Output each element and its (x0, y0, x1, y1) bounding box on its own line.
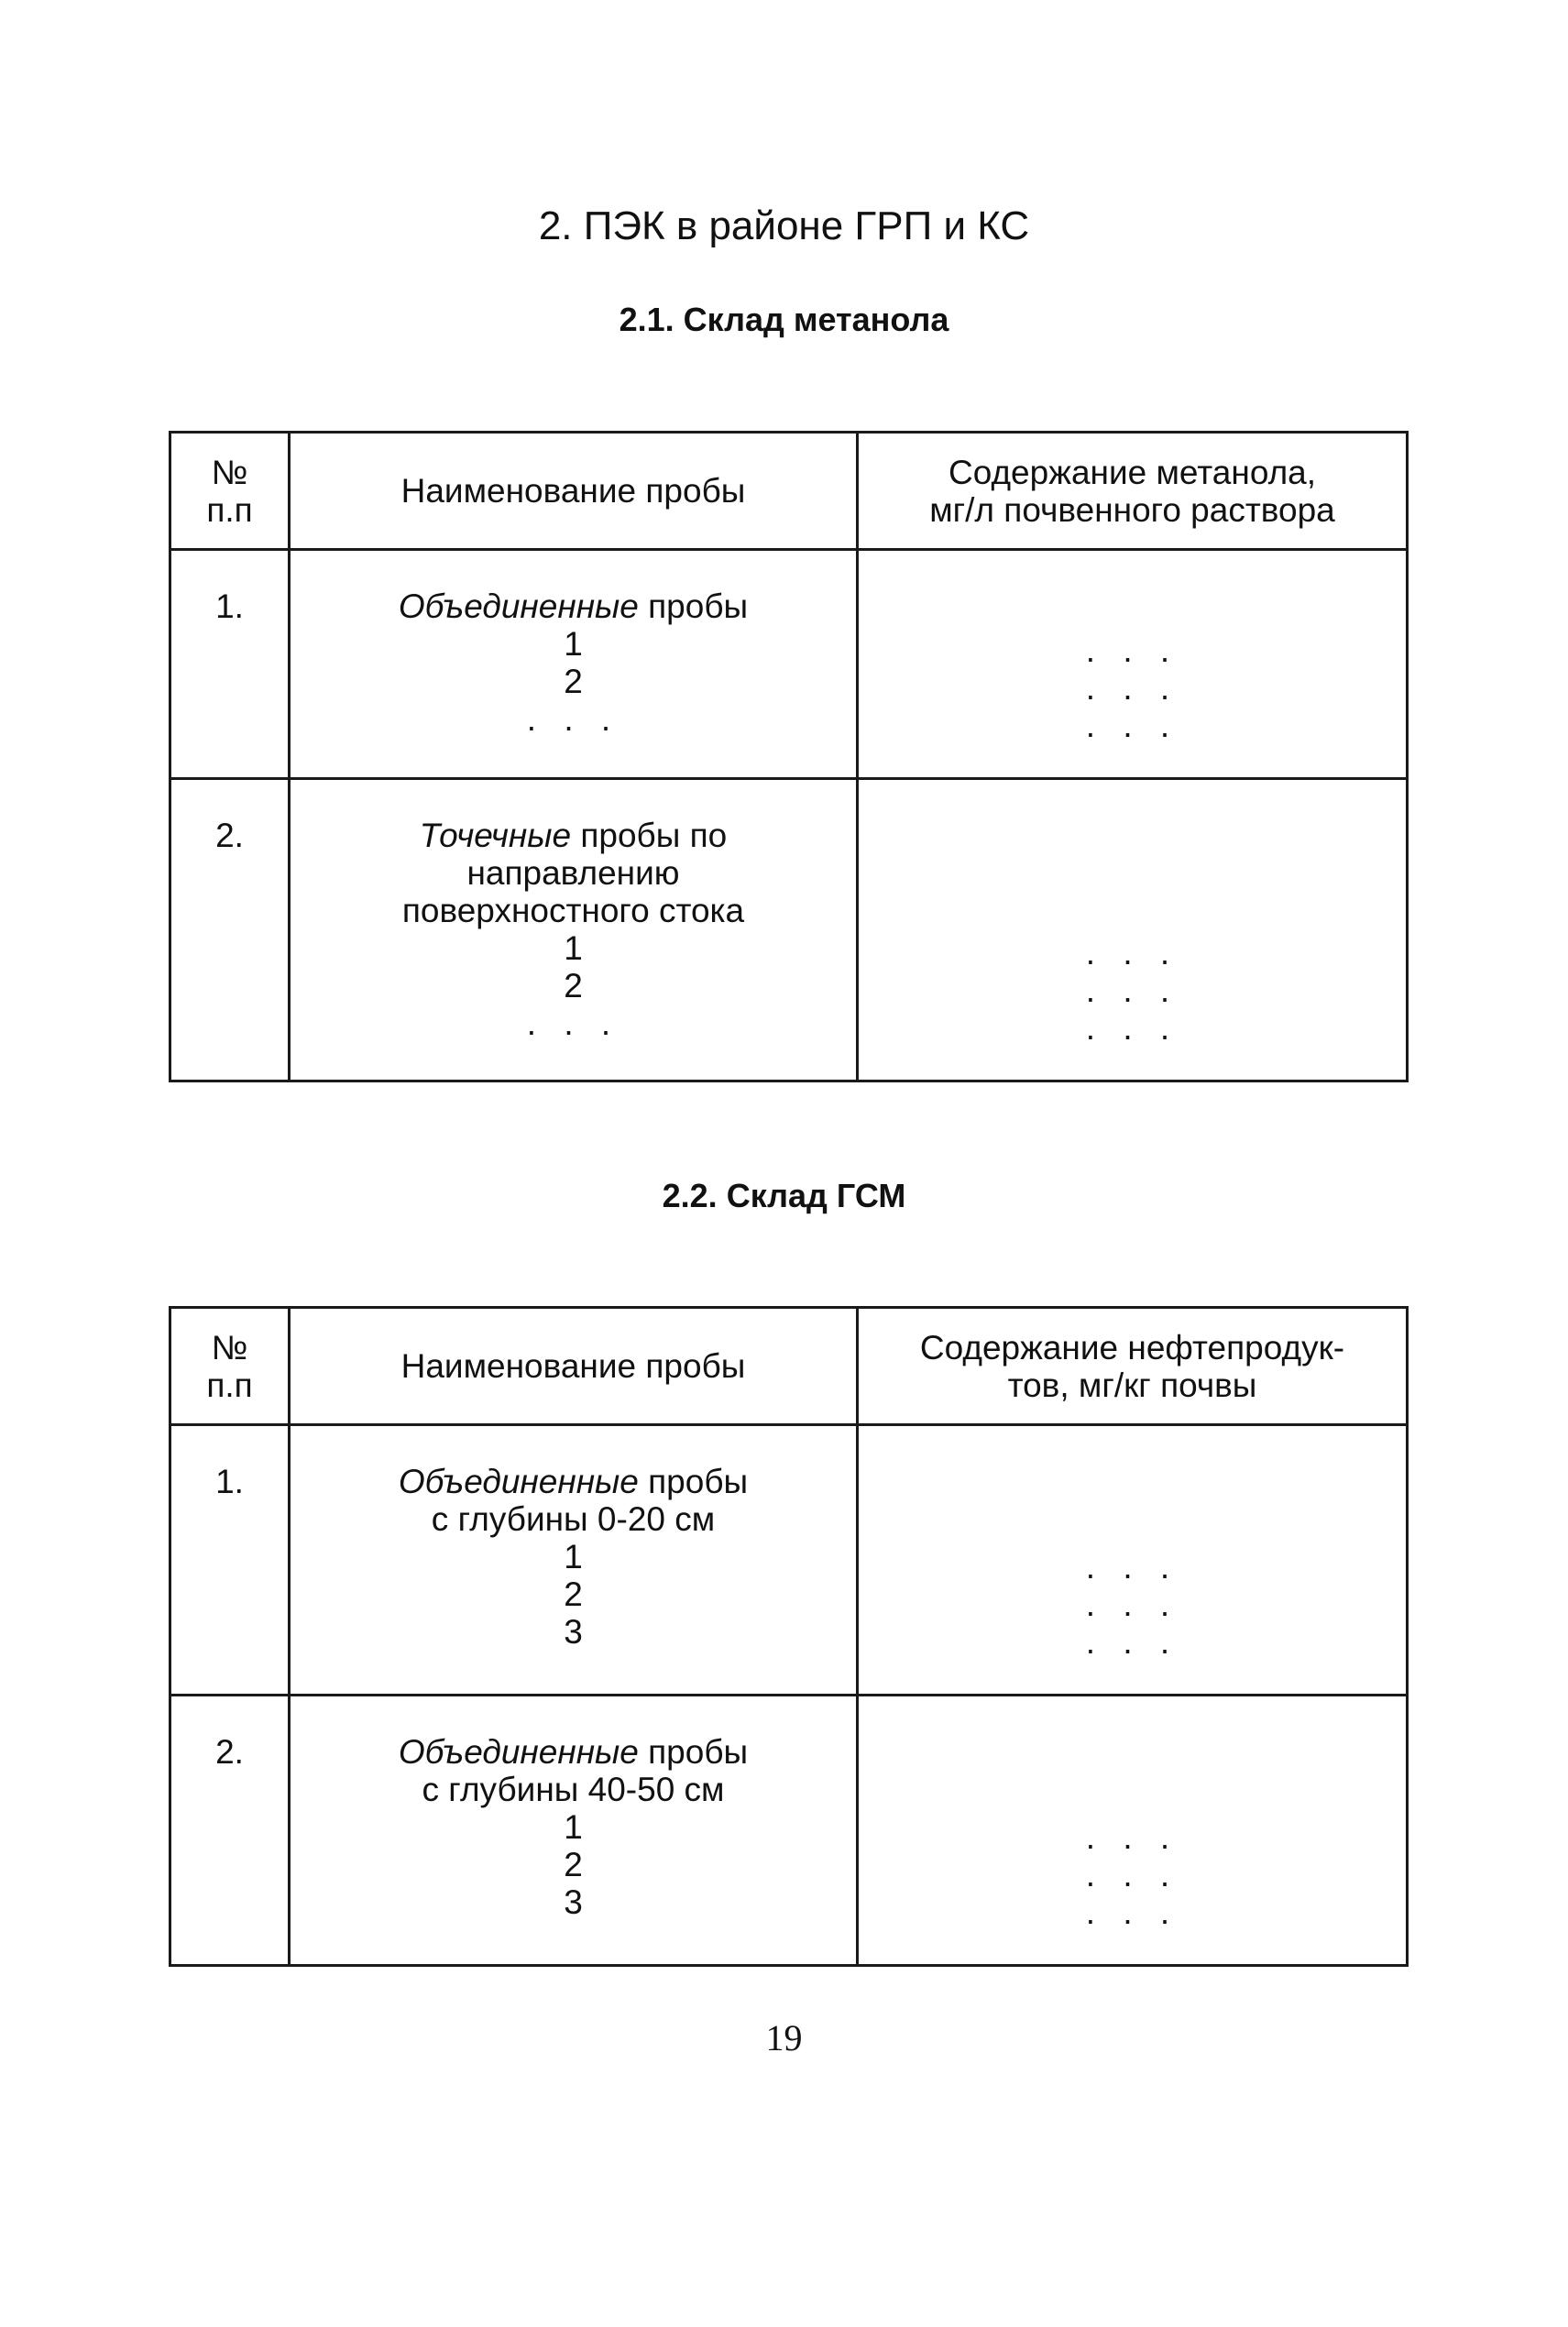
sample-name (291, 1463, 856, 1500)
sample-id: 2 (564, 1846, 583, 1883)
value-placeholder: . . . (1085, 971, 1179, 1009)
row-name-cell (290, 1425, 858, 1696)
value-placeholder: . . . (1085, 707, 1179, 744)
sample-id: 1 (564, 1808, 583, 1846)
row-num-cell (170, 1696, 290, 1966)
header-value-line1: Содержание нефтепродук- (919, 1328, 1345, 1367)
sample-name-rest: пробы по (571, 817, 728, 854)
row-num: 1. (215, 587, 244, 625)
row-num-cell (170, 1425, 290, 1696)
row-value-cell (858, 779, 1408, 1081)
header-num-symbol: № (211, 1328, 248, 1367)
sample-type-italic: Объединенные (398, 1733, 639, 1771)
header-value-cell (858, 433, 1408, 550)
sample-type-italic: Точечные (419, 817, 572, 854)
row-num: 1. (215, 1463, 244, 1500)
header-num-cell (170, 433, 290, 550)
row-name-cell (290, 550, 858, 779)
sample-name-rest: пробы (638, 1733, 749, 1771)
header-value-line2: мг/л почвенного раствора (929, 490, 1335, 529)
row-name-cell (290, 779, 858, 1081)
table-row (170, 550, 1408, 779)
sample-name (291, 817, 856, 854)
sample-name (291, 587, 856, 625)
row-num-cell (170, 779, 290, 1081)
value-placeholder: . . . (1085, 1893, 1179, 1931)
value-placeholder: . . . (1085, 1009, 1179, 1047)
sample-id: 1 (564, 1538, 583, 1575)
page-number: 19 (765, 2017, 803, 2058)
header-num-symbol: № (211, 453, 248, 491)
table-row (170, 779, 1408, 1081)
sample-name-rest: пробы (638, 587, 749, 625)
sample-name-line: поверхностного стока (401, 892, 745, 929)
value-placeholder: . . . (1085, 934, 1179, 971)
header-name-label: Наименование пробы (400, 472, 746, 510)
sample-name-rest: пробы (638, 1463, 749, 1500)
sample-ellipsis: . . . (526, 1004, 620, 1042)
section-title-methanol: 2.1. Склад метанола (619, 301, 949, 338)
header-name-cell (290, 1308, 858, 1425)
sample-id: 2 (564, 967, 583, 1004)
sample-id: 3 (564, 1883, 583, 1921)
sample-depth: с глубины 40-50 см (422, 1771, 725, 1808)
header-name-label: Наименование пробы (400, 1347, 746, 1385)
table-header-row (170, 1308, 1408, 1425)
row-num: 2. (215, 817, 244, 854)
sample-name-line: направлению (466, 854, 680, 892)
table-header-row (170, 433, 1408, 550)
row-value-cell (858, 1696, 1408, 1966)
row-name-cell (290, 1696, 858, 1966)
sample-ellipsis: . . . (526, 700, 620, 738)
value-placeholder: . . . (1085, 1586, 1179, 1623)
header-num-cell (170, 1308, 290, 1425)
table-row (170, 1696, 1408, 1966)
sample-id: 1 (564, 929, 583, 967)
sample-id: 1 (564, 625, 583, 663)
header-value-cell (858, 1308, 1408, 1425)
sample-id: 3 (564, 1613, 583, 1651)
table-row (170, 1425, 1408, 1696)
sample-id: 2 (564, 1575, 583, 1613)
methanol-table (169, 431, 1409, 1082)
header-value-line2: тов, мг/кг почвы (1007, 1366, 1257, 1404)
sample-name (291, 1733, 856, 1771)
row-value-cell (858, 1425, 1408, 1696)
value-placeholder: . . . (1085, 1856, 1179, 1893)
sample-id: 2 (564, 663, 583, 700)
sample-depth: с глубины 0-20 см (431, 1500, 716, 1538)
sample-type-italic: Объединенные (398, 587, 639, 625)
value-placeholder: . . . (1085, 1623, 1179, 1661)
row-value-cell (858, 550, 1408, 779)
value-placeholder: . . . (1085, 631, 1179, 669)
sample-type-italic: Объединенные (398, 1463, 639, 1500)
page-heading: 2. ПЭК в районе ГРП и КС (538, 203, 1030, 248)
header-name-cell (290, 433, 858, 550)
fuel-storage-table (169, 1306, 1409, 1967)
value-placeholder: . . . (1085, 669, 1179, 707)
section-title-fuel-storage: 2.2. Склад ГСМ (662, 1177, 906, 1214)
row-num: 2. (215, 1733, 244, 1771)
value-placeholder: . . . (1085, 1548, 1179, 1586)
header-value-line1: Содержание метанола, (948, 453, 1317, 491)
header-num-abbrev: п.п (206, 490, 253, 529)
header-num-abbrev: п.п (206, 1366, 253, 1404)
value-placeholder: . . . (1085, 1818, 1179, 1856)
row-num-cell (170, 550, 290, 779)
